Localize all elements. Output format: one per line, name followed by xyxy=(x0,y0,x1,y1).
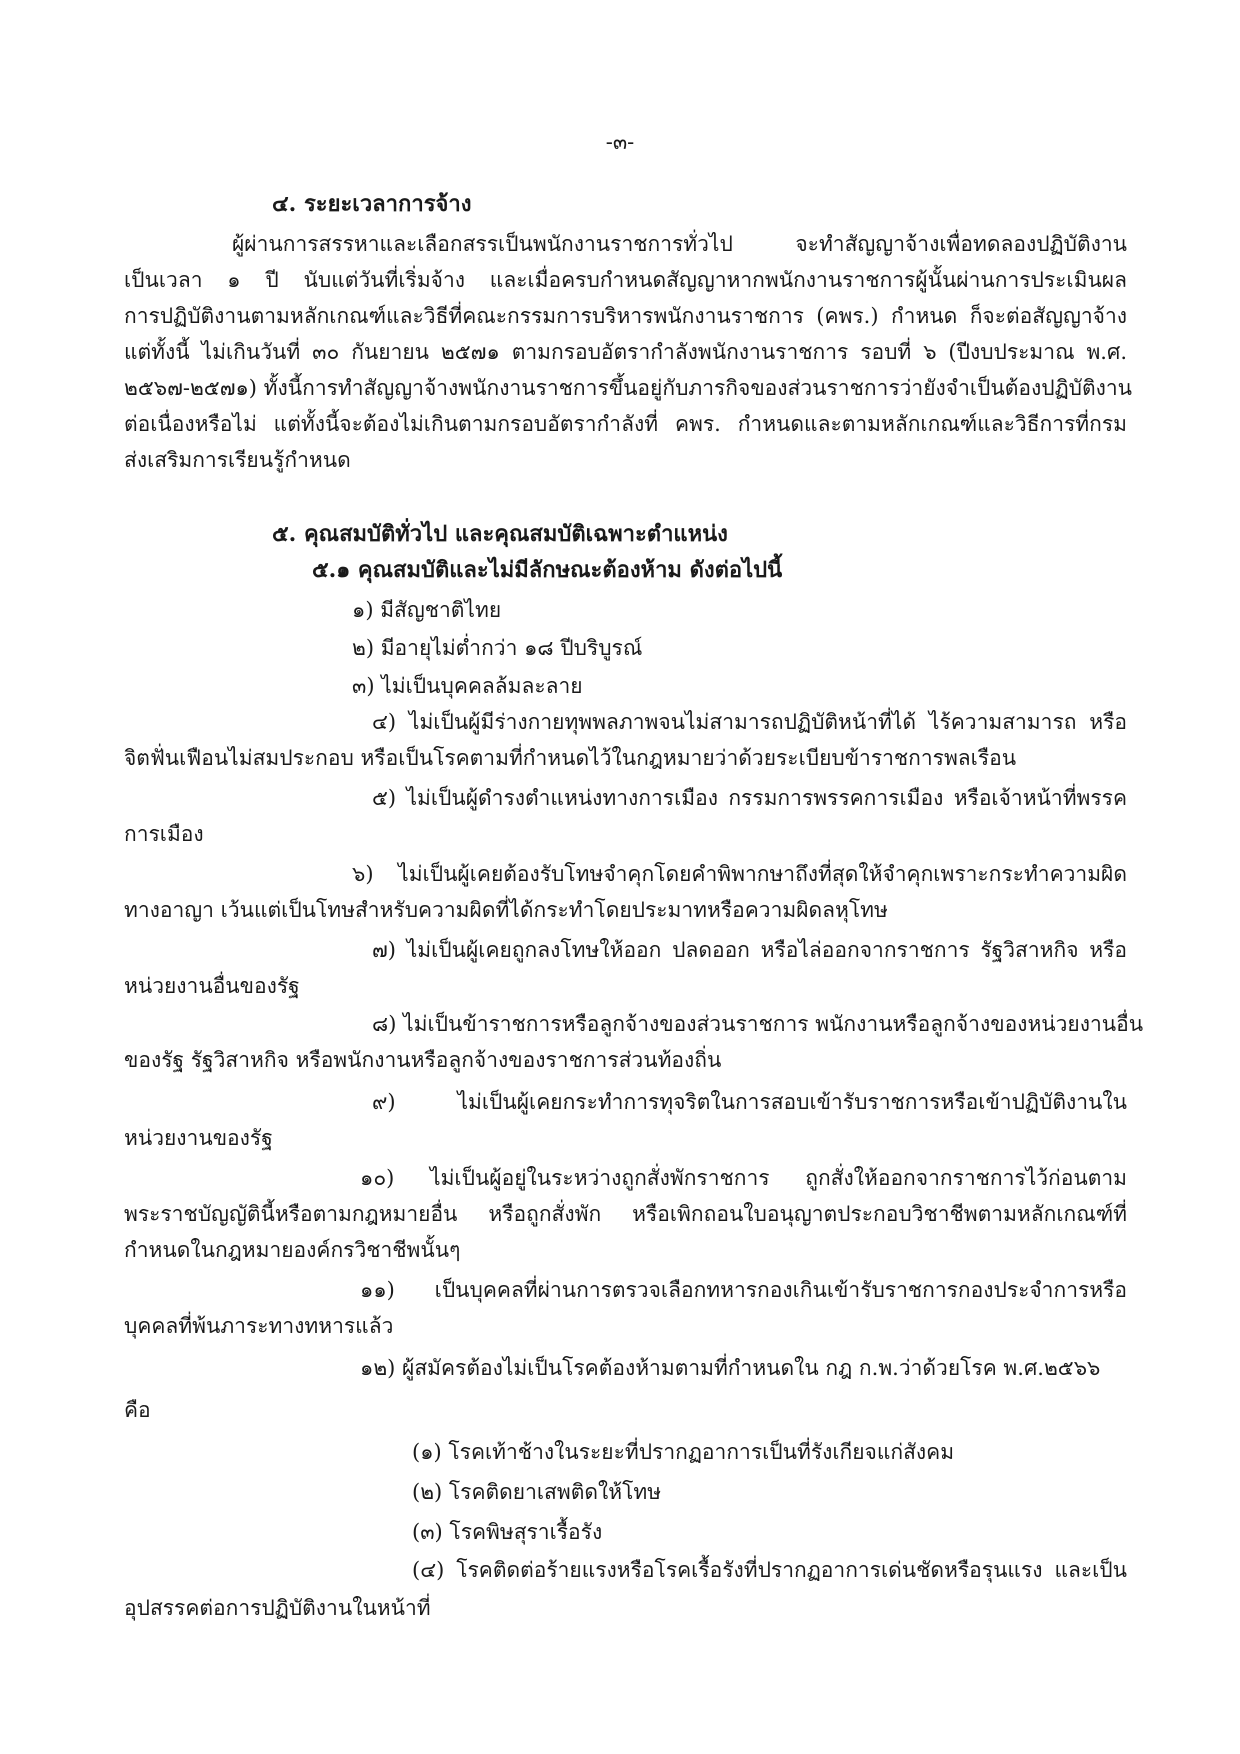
qualification-item: ๑๑) เป็นบุคคลที่ผ่านการตรวจเลือกทหารกองเกินเข้ารับราชการกองประจำการหรือ xyxy=(360,1278,1127,1302)
qualification-item-continued: หน่วยงานอื่นของรัฐ xyxy=(124,974,300,998)
prohibited-disease-item: (๓) โรคพิษสุราเรื้อรัง xyxy=(412,1520,603,1544)
qualification-item-continued: พระราชบัญญัตินี้หรือตามกฎหมายอื่น หรือถูกสั่งพัก หรือเพิกถอนใบอนุญาตประกอบวิชาชีพตามหลักเกณฑ์ที่ xyxy=(124,1202,1127,1226)
qualification-item-continued: จิตฟั่นเฟือนไม่สมประกอบ หรือเป็นโรคตามที่กำหนดไว้ในกฎหมายว่าด้วยระเบียบข้าราชการพลเรือน xyxy=(124,746,1017,770)
section-4-line: ส่งเสริมการเรียนรู้กำหนด xyxy=(124,448,351,472)
section-4-line: ต่อเนื่องหรือไม่ แต่ทั้งนี้จะต้องไม่เกินตามกรอบอัตรากำลังที่ คพร. กำหนดและตามหลักเกณฑ์และวิธีการที่กรม xyxy=(124,412,1127,436)
section-5-1-subheading: ๕.๑ คุณสมบัติและไม่มีลักษณะต้องห้าม ดังต่อไปนี้ xyxy=(312,557,783,583)
page-number: -๓- xyxy=(605,130,635,154)
qualification-item: ๗) ไม่เป็นผู้เคยถูกลงโทษให้ออก ปลดออก หรือไล่ออกจากราชการ รัฐวิสาหกิจ หรือ xyxy=(372,938,1127,962)
qualification-item: ๑๒) ผู้สมัครต้องไม่เป็นโรคต้องห้ามตามที่กำหนดใน กฎ ก.พ.ว่าด้วยโรค พ.ศ.๒๕๖๖ xyxy=(360,1356,1101,1380)
section-5-heading: ๕. คุณสมบัติทั่วไป และคุณสมบัติเฉพาะตำแหน่ง xyxy=(272,521,728,547)
section-4-heading: ๔. ระยะเวลาการจ้าง xyxy=(272,191,472,217)
section-4-line: การปฏิบัติงานตามหลักเกณฑ์และวิธีที่คณะกรรมการบริหารพนักงานราชการ (คพร.) กำหนด ก็จะต่อสัญญาจ้าง xyxy=(124,304,1127,328)
qualification-item-continued: ทางอาญา เว้นแต่เป็นโทษสำหรับความผิดที่ได้กระทำโดยประมาทหรือความผิดลหุโทษ xyxy=(124,898,888,922)
qualification-item: ๔) ไม่เป็นผู้มีร่างกายทุพพลภาพจนไม่สามารถปฏิบัติหน้าที่ได้ ไร้ความสามารถ หรือ xyxy=(372,710,1127,734)
qualification-item: ๙) ไม่เป็นผู้เคยกระทำการทุจริตในการสอบเข้ารับราชการหรือเข้าปฏิบัติงานใน xyxy=(372,1090,1127,1114)
qualification-item: ๒) มีอายุไม่ต่ำกว่า ๑๘ ปีบริบูรณ์ xyxy=(352,636,643,660)
section-4-line: ผู้ผ่านการสรรหาและเลือกสรรเป็นพนักงานราชการทั่วไป จะทำสัญญาจ้างเพื่อทดลองปฏิบัติงาน xyxy=(232,232,1127,256)
qualification-item: ๖) ไม่เป็นผู้เคยต้องรับโทษจำคุกโดยคำพิพากษาถึงที่สุดให้จำคุกเพราะกระทำความผิด xyxy=(352,862,1127,886)
qualification-item: ๑) มีสัญชาติไทย xyxy=(352,598,502,622)
qualification-item: ๘) ไม่เป็นข้าราชการหรือลูกจ้างของส่วนราชการ พนักงานหรือลูกจ้างของหน่วยงานอื่น xyxy=(372,1012,1144,1036)
qualification-item-continued: กำหนดในกฎหมายองค์กรวิชาชีพนั้นๆ xyxy=(124,1238,461,1262)
section-4-line: แต่ทั้งนี้ ไม่เกินวันที่ ๓๐ กันยายน ๒๕๗๑ ตามกรอบอัตรากำลังพนักงานราชการ รอบที่ ๖ (ปีงบประมาณ พ.ศ. xyxy=(124,340,1127,364)
qualification-item-continued: คือ xyxy=(124,1398,151,1422)
qualification-item-continued: ของรัฐ รัฐวิสาหกิจ หรือพนักงานหรือลูกจ้างของราชการส่วนท้องถิ่น xyxy=(124,1048,722,1072)
prohibited-disease-item-continued: อุปสรรคต่อการปฏิบัติงานในหน้าที่ xyxy=(124,1596,431,1620)
qualification-item-continued: หน่วยงานของรัฐ xyxy=(124,1126,273,1150)
qualification-item: ๕) ไม่เป็นผู้ดำรงตำแหน่งทางการเมือง กรรมการพรรคการเมือง หรือเจ้าหน้าที่พรรค xyxy=(372,786,1127,810)
qualification-item: ๓) ไม่เป็นบุคคลล้มละลาย xyxy=(352,674,583,698)
prohibited-disease-item: (๑) โรคเท้าช้างในระยะที่ปรากฏอาการเป็นที่รังเกียจแก่สังคม xyxy=(412,1440,955,1464)
prohibited-disease-item: (๔) โรคติดต่อร้ายแรงหรือโรคเรื้อรังที่ปรากฏอาการเด่นชัดหรือรุนแรง และเป็น xyxy=(412,1558,1127,1582)
prohibited-disease-item: (๒) โรคติดยาเสพติดให้โทษ xyxy=(412,1480,662,1504)
section-4-line: เป็นเวลา ๑ ปี นับแต่วันที่เริ่มจ้าง และเมื่อครบกำหนดสัญญาหากพนักงานราชการผู้นั้นผ่านการประเมินผล xyxy=(124,268,1127,292)
qualification-item-continued: บุคคลที่พ้นภาระทางทหารแล้ว xyxy=(124,1314,394,1338)
qualification-item-continued: การเมือง xyxy=(124,822,204,846)
section-4-line: ๒๕๖๗-๒๕๗๑) ทั้งนี้การทำสัญญาจ้างพนักงานราชการขึ้นอยู่กับภารกิจของส่วนราชการว่ายังจำเป็นต้องปฏิบัติงาน xyxy=(124,376,1133,400)
qualification-item: ๑๐) ไม่เป็นผู้อยู่ในระหว่างถูกสั่งพักราชการ ถูกสั่งให้ออกจากราชการไว้ก่อนตาม xyxy=(360,1166,1127,1190)
